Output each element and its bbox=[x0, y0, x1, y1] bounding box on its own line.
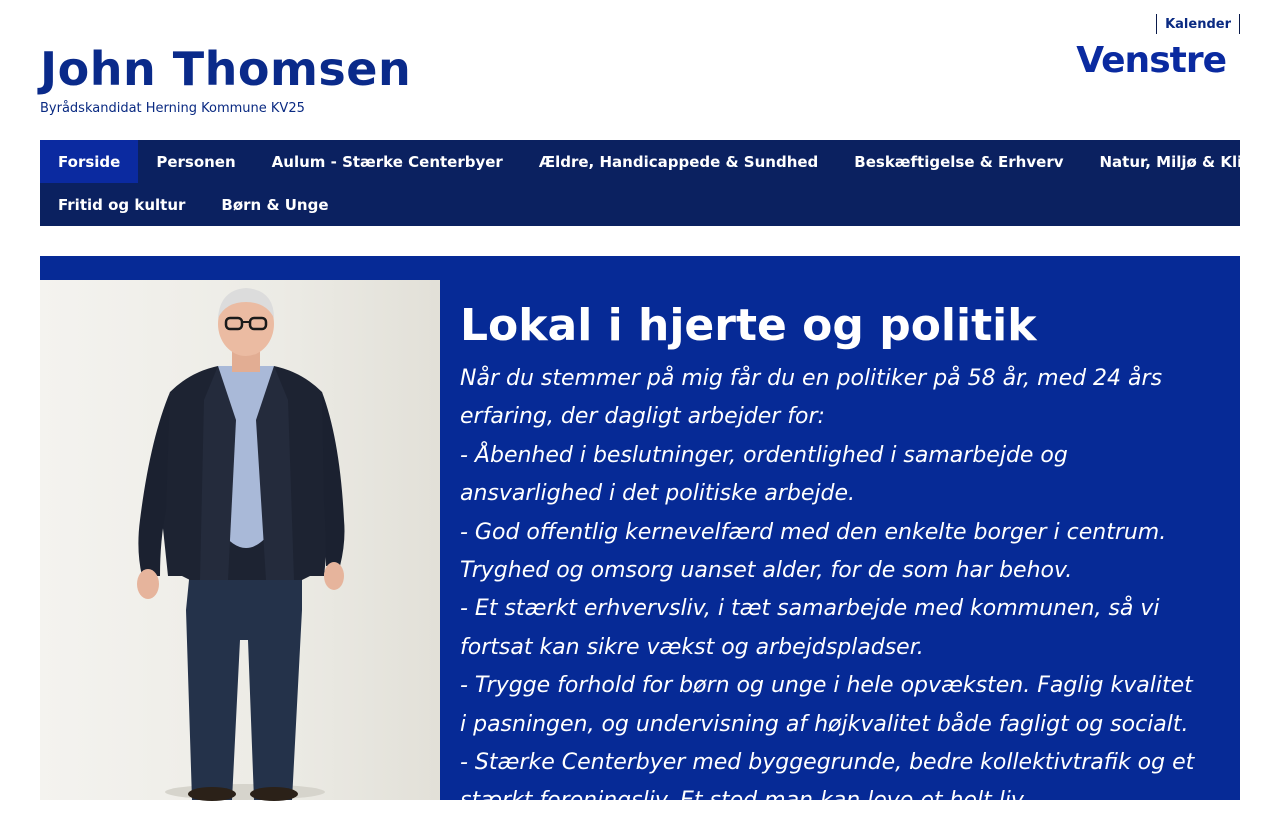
nav-row-1 bbox=[40, 140, 1268, 183]
nav-item-forside[interactable]: Forside bbox=[40, 140, 138, 183]
nav-item-aeldre[interactable]: Ældre, Handicappede & Sundhed bbox=[538, 152, 819, 171]
candidate-portrait-illustration bbox=[40, 280, 440, 800]
nav-item-fritid[interactable]: Fritid og kultur bbox=[58, 195, 186, 214]
hero-body-text bbox=[460, 360, 1200, 821]
site-subtitle: Byrådskandidat Herning Kommune KV25 bbox=[40, 101, 305, 116]
nav-item-personen[interactable]: Personen bbox=[156, 152, 236, 171]
hero-headline: Lokal i hjerte og politik bbox=[460, 300, 1037, 351]
nav-item-beskaeftigelse[interactable]: Beskæftigelse & Erhverv bbox=[854, 152, 1064, 171]
intro-paragraph: Når du stemmer på mig får du en politiker på 58 år, med 24 års erfaring, der dagligt arbejder for: bbox=[460, 366, 1163, 430]
nav-item-boern[interactable]: Børn & Unge bbox=[221, 195, 329, 214]
point-openness: - Åbenhed i beslutninger, ordentlighed i samarbejde og ansvarlighed i det politiske arbejde. bbox=[460, 442, 1068, 507]
main-navigation bbox=[40, 140, 1268, 226]
nav-item-natur[interactable]: Natur, Miljø & Klima bbox=[1099, 152, 1268, 171]
calendar-link[interactable]: Kalender bbox=[1165, 16, 1231, 32]
point-center-towns: - Stærke Centerbyer med byggegrunde, bedre kollektivtrafik og et stærkt foreningsliv. Et sted man kan leve et helt liv. bbox=[460, 750, 1195, 814]
point-children: - Trygge forhold for børn og unge i hele opvæksten. Faglig kvalitet i pasningen, og undervisning af højkvalitet både fagligt og socialt. bbox=[460, 673, 1193, 737]
nav-item-aulum[interactable]: Aulum - Stærke Centerbyer bbox=[271, 152, 503, 171]
site-title[interactable]: John Thomsen bbox=[40, 42, 412, 96]
nav-row-2 bbox=[40, 183, 1240, 226]
point-welfare: - God offentlig kernevelfærd med den enkelte borger i centrum. Tryghed og omsorg uanset alder, for de som har behov. bbox=[460, 519, 1167, 584]
hero-section bbox=[40, 256, 1240, 814]
top-links bbox=[1156, 14, 1240, 34]
candidate-photo bbox=[40, 280, 440, 800]
point-business: - Et stærkt erhvervsliv, i tæt samarbejde med kommunen, så vi fortsat kan sikre vækst og arbejdspladser. bbox=[460, 596, 1160, 660]
venstre-logo[interactable]: Venstre bbox=[1076, 40, 1226, 81]
